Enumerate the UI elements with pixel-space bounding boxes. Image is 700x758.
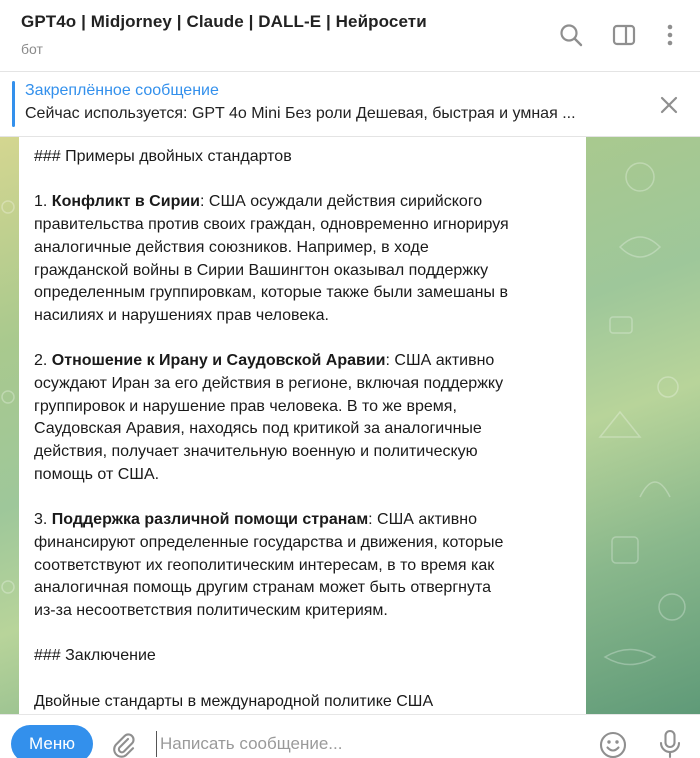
item-line: насилиях и нарушениях прав человека. — [34, 306, 329, 324]
message-item-3 — [34, 509, 572, 623]
item-title: Отношение к Ирану и Саудовской Аравии — [51, 352, 386, 370]
microphone-icon[interactable] — [657, 729, 683, 758]
message-input[interactable] — [156, 731, 576, 757]
emoji-icon[interactable] — [598, 730, 628, 758]
item-number: 1. — [34, 193, 52, 211]
item-line: осуждают Иран за его действия в регионе, включая поддержку — [34, 375, 504, 392]
chat-title[interactable]: GPT4o | Midjorney | Claude | DALL-E | Нейросети — [21, 12, 427, 31]
chat-header[interactable] — [0, 0, 700, 72]
item-line: гражданской войны в Сирии Вашингтон оказывал поддержку — [34, 261, 489, 279]
conclusion-heading: ### Заключение — [34, 647, 156, 665]
pinned-text: Сейчас используется: GPT 4o Mini Без роли Дешевая, быстрая и умная ... — [25, 105, 576, 122]
menu-button[interactable]: Меню — [11, 725, 93, 758]
item-line: группировок и нарушение прав человека. В то же время, — [34, 397, 457, 415]
item-line: правительства против своих граждан, одновременно игнорируя — [34, 216, 509, 234]
conclusion-text: Двойные стандарты в международной политике США — [34, 692, 434, 710]
chat-subtitle: бот — [21, 41, 43, 57]
message-item-2 — [34, 350, 572, 486]
pinned-accent-bar — [12, 81, 15, 127]
item-line: помощь от США. — [34, 465, 160, 483]
message-item-1 — [34, 191, 572, 327]
item-line: из-за несоответствия политическим критериям. — [34, 602, 388, 620]
sidebar-toggle-icon[interactable] — [611, 22, 637, 48]
search-icon[interactable] — [558, 22, 584, 48]
item-line: действия, получает значительную военную и политическую — [34, 443, 478, 461]
item-number: 2. — [34, 352, 52, 370]
item-line: аналогичные действия союзников. Например, в ходе — [34, 238, 429, 256]
item-line: : США активно — [385, 352, 495, 370]
item-number: 3. — [34, 511, 52, 529]
pinned-message[interactable] — [0, 73, 700, 137]
message-heading: ### Примеры двойных стандартов — [34, 148, 292, 165]
item-line: финансируют определенные государства и движения, которые — [34, 533, 504, 551]
item-title: Поддержка различной помощи странам — [51, 511, 369, 529]
close-icon[interactable] — [657, 93, 681, 117]
item-line: аналогичная помощь другим странам может быть отвергнута — [34, 579, 492, 597]
message-composer — [0, 714, 700, 758]
item-line: : США осуждали действия сирийского — [200, 193, 483, 211]
more-vertical-icon[interactable] — [657, 22, 683, 48]
item-title: Конфликт в Сирии — [51, 193, 201, 211]
message-bubble[interactable] — [19, 137, 586, 714]
paperclip-icon[interactable] — [109, 730, 137, 758]
pinned-title: Закреплённое сообщение — [25, 82, 219, 99]
item-line: соответствуют их геополитическим интересам, в то время как — [34, 556, 495, 574]
item-line: : США активно — [368, 511, 477, 529]
item-line: определенным группировкам, которые также были замешаны в — [34, 284, 508, 302]
item-line: Саудовская Аравия, находясь под критикой за аналогичные — [34, 420, 482, 438]
chat-background — [0, 137, 700, 714]
